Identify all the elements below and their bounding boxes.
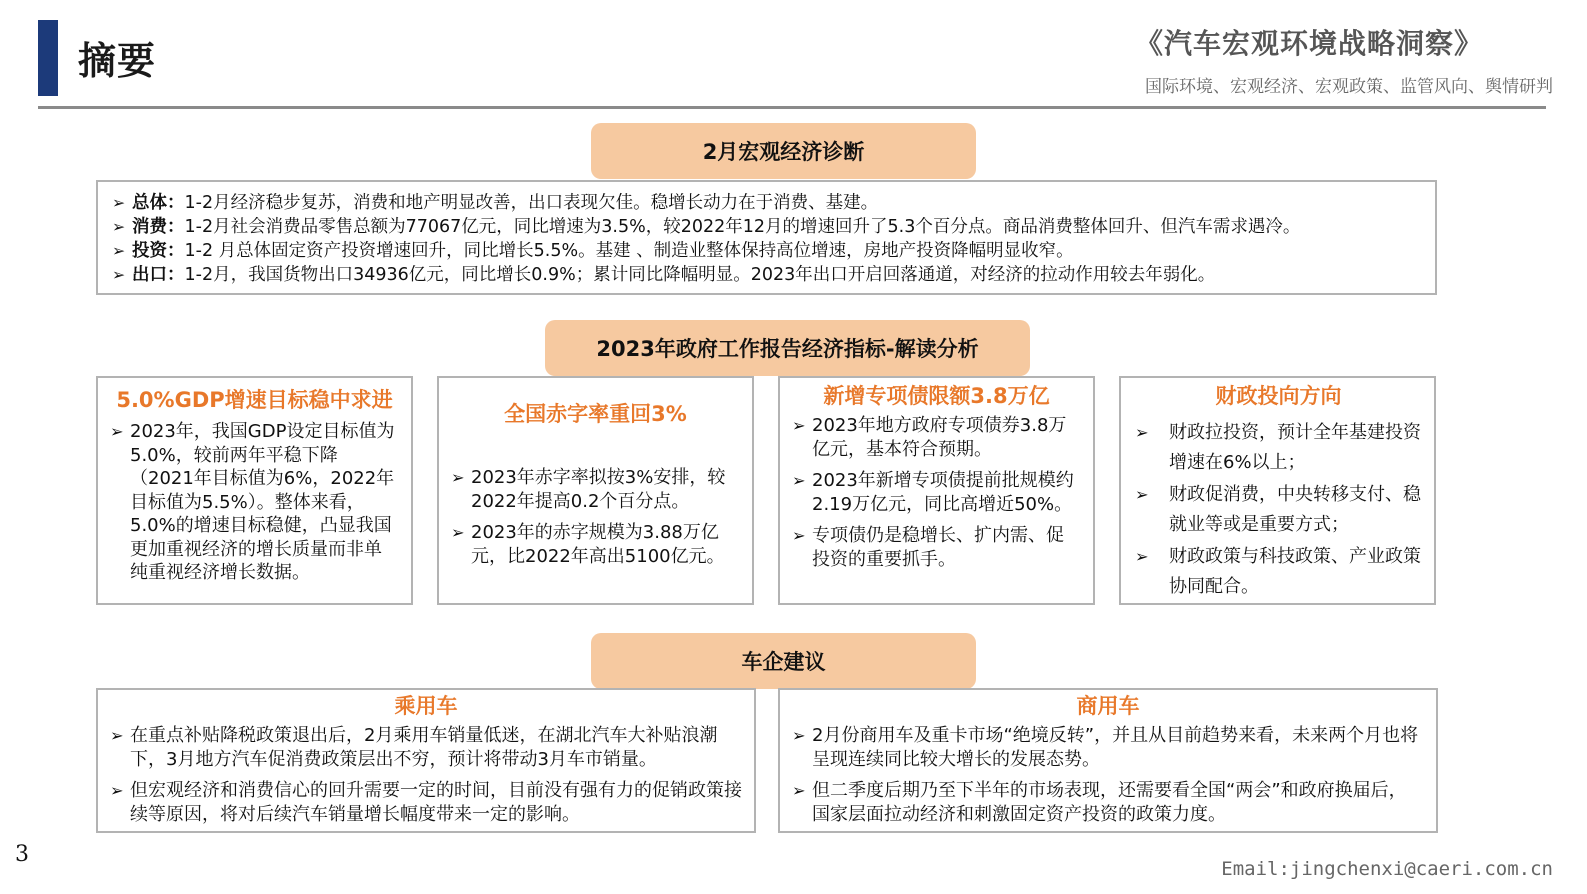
title-accent-bar (38, 20, 58, 96)
advice-column-title: 商用车 (1076, 694, 1140, 718)
contact-email: Email:jingchenxi@caeri.com.cn (1221, 858, 1553, 880)
card-fiscal-direction (1119, 376, 1436, 605)
card-deficit-rate (437, 376, 754, 605)
advice-item: ➢ 2月份商用车及重卡市场“绝境反转”，并且从目前趋势来看，未来两个月也将呈现连续同比较大增长的发展态势。 (792, 724, 1424, 771)
diagnosis-item (112, 263, 1421, 287)
diagnosis-item (112, 239, 1421, 263)
diagnosis-item-text: 1-2月，我国货物出口34936亿元，同比增长0.9%；累计同比降幅明显。2023年出口开启回落通道，对经济的拉动作用较去年弱化。 (184, 265, 1216, 285)
page-title: 摘要 (78, 39, 157, 83)
card-item: ➢ 财政政策与科技政策、产业政策协同配合。 (1135, 542, 1422, 602)
header-divider (38, 106, 1546, 109)
advice-item: ➢ 但二季度后期乃至下半年的市场表现，还需要看全国“两会”和政府换届后，国家层面拉动经济和刺激固定资产投资的政策力度。 (792, 779, 1424, 826)
card-gdp-target (96, 376, 413, 605)
card-list (110, 420, 399, 585)
diagnosis-item-label: 投资： (132, 241, 185, 261)
card-item: ➢ 2023年赤字率拟按3%安排，较2022年提高0.2个百分点。 (451, 466, 740, 513)
page-number: 3 (15, 842, 29, 867)
card-special-bonds (778, 376, 1095, 605)
diagnosis-item-text: 1-2月经济稳步复苏，消费和地产明显改善，出口表现欠佳。稳增长动力在于消费、基建。 (184, 193, 879, 213)
advice-heading: 车企建议 (591, 633, 976, 689)
diagnosis-item (112, 215, 1421, 239)
card-list (1135, 418, 1422, 602)
diagnosis-heading: 2月宏观经济诊断 (591, 123, 976, 179)
diagnosis-item-text: 1-2 月总体固定资产投资增速回升，同比增长5.5%。基建 、制造业整体保持高位增速，房地产投资降幅明显收窄。 (184, 241, 1074, 261)
card-title: 财政投向方向 (1215, 384, 1342, 408)
report-heading: 2023年政府工作报告经济指标-解读分析 (545, 320, 1030, 376)
advice-column-title: 乘用车 (394, 694, 458, 718)
advice-item: ➢ 但宏观经济和消费信心的回升需要一定的时间，目前没有强有力的促销政策接续等原因，将对后续汽车销量增长幅度带来一定的影响。 (110, 779, 742, 826)
card-title: 新增专项债限额3.8万亿 (823, 384, 1050, 408)
diagnosis-box (96, 180, 1437, 295)
advice-passenger-car (96, 688, 756, 833)
card-list (792, 414, 1081, 571)
card-title: 5.0%GDP增速目标稳中求进 (116, 388, 393, 412)
diagnosis-list (112, 191, 1421, 287)
card-item: ➢ 2023年，我国GDP设定目标值为5.0%，较前两年平稳下降（2021年目标值为6%，2022年目标值为5.5%）。整体来看，5.0%的增速目标稳健，凸显我国更加重视经济的增长质量而非单纯重视经济增长数据。 (110, 420, 399, 585)
card-item: ➢ 2023年新增专项债提前批规模约2.19万亿元，同比高增近50%。 (792, 469, 1081, 516)
card-item: ➢ 2023年的赤字规模为3.88万亿元，比2022年高出5100亿元。 (451, 521, 740, 568)
report-series-title: 《汽车宏观环境战略洞察》 (1134, 27, 1483, 60)
advice-commercial-vehicle (778, 688, 1438, 833)
card-title: 全国赤字率重回3% (504, 402, 687, 426)
advice-list (110, 724, 742, 826)
diagnosis-item-text: 1-2月社会消费品零售总额为77067亿元，同比增速为3.5%，较2022年12月的增速回升了5.3个百分点。商品消费整体回升、但汽车需求遇冷。 (184, 217, 1301, 237)
card-item: ➢ 财政拉投资，预计全年基建投资增速在6%以上； (1135, 418, 1422, 478)
diagnosis-item-label: 消费： (132, 217, 185, 237)
advice-list (792, 724, 1424, 826)
diagnosis-item-label: 总体： (132, 193, 185, 213)
card-list (451, 466, 740, 568)
report-series-subtitle: 国际环境、宏观经济、宏观政策、监管风向、舆情研判 (1145, 77, 1553, 97)
card-item: ➢ 2023年地方政府专项债券3.8万亿元，基本符合预期。 (792, 414, 1081, 461)
diagnosis-item (112, 191, 1421, 215)
advice-item: ➢ 在重点补贴降税政策退出后，2月乘用车销量低迷，在湖北汽车大补贴浪潮下，3月地方汽车促消费政策层出不穷，预计将带动3月车市销量。 (110, 724, 742, 771)
diagnosis-item-label: 出口： (132, 265, 185, 285)
card-item: ➢ 专项债仍是稳增长、扩内需、促投资的重要抓手。 (792, 524, 1081, 571)
card-item: ➢ 财政促消费，中央转移支付、稳就业等或是重要方式； (1135, 480, 1422, 540)
